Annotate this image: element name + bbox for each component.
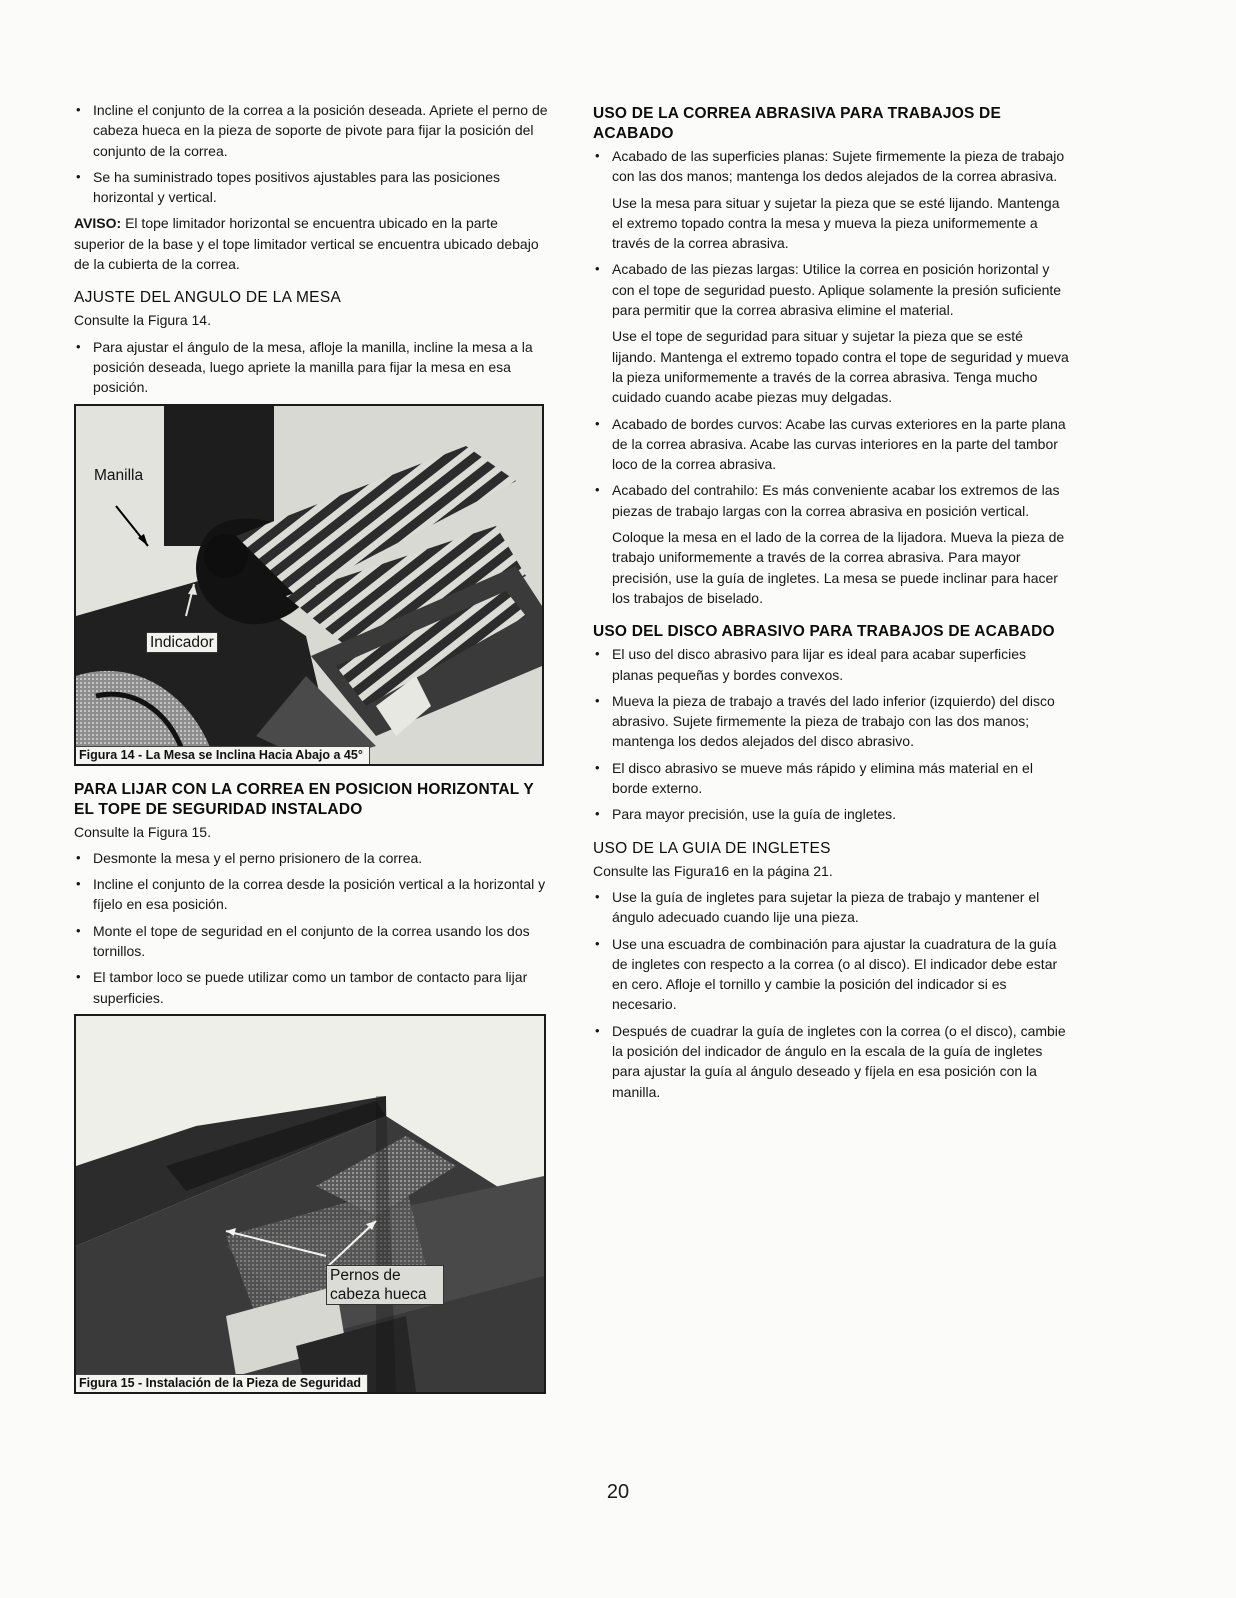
list-item: • Use la guía de ingletes para sujetar la pieza de trabajo y mantener el ángulo adecuado cuando lije una pieza. xyxy=(593,887,1071,928)
list-item: • Use una escuadra de combinación para ajustar la cuadratura de la guía de ingletes con respecto a la correa (o al disco). El indicador debe estar en cero. Afloje el tornillo y cambie la posición del indicador si es necesario. xyxy=(593,934,1071,1015)
list-item: • Mueva la pieza de trabajo a través del lado inferior (izquierdo) del disco abrasivo. Sujete firmemente la pieza de trabajo con las dos manos; mantenga los dedos alejados del disco abrasivo. xyxy=(593,691,1071,752)
notice-text: El tope limitador horizontal se encuentra ubicado en la parte superior de la base y el tope limitador vertical se encuentra ubicado debajo de la cubierta de la correa. xyxy=(74,215,539,273)
intro-list xyxy=(74,100,548,207)
horizontal-sanding-list xyxy=(74,848,548,1008)
list-item: • Se ha suministrado topes positivos ajustables para las posiciones horizontal y vertical. xyxy=(74,167,548,208)
list-item-detail: Use el tope de seguridad para situar y sujetar la pieza que se esté lijando. Mantenga el extremo topado contra el tope de seguridad y mueva la pieza uniformemente a través de la correa abrasiva. Tenga mucho cuidado cuando acabe piezas muy delgadas. xyxy=(612,328,1069,406)
table-angle-list xyxy=(74,337,548,398)
list-item: • Acabado de las piezas largas: Utilice la correa en posición horizontal y con el tope de seguridad puesto. Aplique solamente la presión suficiente para permitir que la correa abrasiva elimine el material. xyxy=(593,259,1071,320)
left-column xyxy=(74,100,548,1408)
list-item: • Acabado de las superficies planas: Sujete firmemente la pieza de trabajo con las dos manos; mantenga los dedos alejados de la correa abrasiva. xyxy=(593,146,1071,187)
figure-reference: Consulte la Figura 14. xyxy=(74,312,211,329)
section-heading-horizontal-sanding: PARA LIJAR CON LA CORREA EN POSICION HORIZONTAL Y EL TOPE DE SEGURIDAD INSTALADO xyxy=(74,780,534,818)
section-heading-table-angle: AJUSTE DEL ANGULO DE LA MESA xyxy=(74,289,342,307)
list-item: • Para ajustar el ángulo de la mesa, afloje la manilla, incline la mesa a la posición deseada, luego apriete la manilla para fijar la mesa en esa posición. xyxy=(74,337,548,398)
list-item: • Después de cuadrar la guía de ingletes con la correa (o el disco), cambie la posición del indicador de ángulo en la escala de la guía de ingletes para ajustar la guía al ángulo deseado y fíjela en esa posición con la manilla. xyxy=(593,1021,1071,1102)
figure-reference: Consulte las Figura16 en la página 21. xyxy=(593,862,833,879)
label-indicator: Indicador xyxy=(146,632,218,653)
list-item-detail: Coloque la mesa en el lado de la correa de la lijadora. Mueva la pieza de trabajo uniformemente a través de la correa abrasiva. Para mayor precisión, use la guía de ingletes. La mesa se puede inclinar para hacer los trabajos de biselado. xyxy=(612,529,1065,606)
list-item: • El uso del disco abrasivo para lijar es ideal para acabar superficies planas pequeñas y bordes convexos. xyxy=(593,644,1071,685)
belt-finishing-list xyxy=(593,146,1071,187)
figure-14 xyxy=(74,404,544,766)
list-item: • El tambor loco se puede utilizar como un tambor de contacto para lijar superficies. xyxy=(74,967,548,1008)
right-column xyxy=(593,100,1071,1108)
figure-14-caption: Figura 14 - La Mesa se Inclina Hacia Abajo a 45° xyxy=(76,746,370,764)
label-socket-head-bolts: Pernos de cabeza hueca xyxy=(326,1265,444,1305)
miter-gauge-list xyxy=(593,887,1071,1102)
figure-15-caption: Figura 15 - Instalación de la Pieza de Seguridad xyxy=(76,1374,368,1392)
list-item: • Acabado del contrahilo: Es más conveniente acabar los extremos de las piezas de trabajo largas con la correa abrasiva en posición vertical. xyxy=(593,480,1071,521)
list-item: • Incline el conjunto de la correa a la posición deseada. Apriete el perno de cabeza hueca en la pieza de soporte de pivote para fijar la posición del conjunto de la correa. xyxy=(74,100,548,161)
belt-finishing-list-2 xyxy=(593,259,1071,320)
notice xyxy=(74,213,548,274)
section-heading-belt-finishing: USO DE LA CORREA ABRASIVA PARA TRABAJOS DE ACABADO xyxy=(593,105,1001,142)
disc-finishing-list xyxy=(593,644,1071,824)
belt-finishing-list-3 xyxy=(593,414,1071,521)
list-item: • Acabado de bordes curvos: Acabe las curvas exteriores en la parte plana de la correa abrasiva. Acabe las curvas interiores en la parte del tambor loco de la correa abrasiva. xyxy=(593,414,1071,475)
page-number: 20 xyxy=(606,1481,630,1503)
figure-14-photo xyxy=(76,406,542,764)
section-heading-miter-gauge: USO DE LA GUIA DE INGLETES xyxy=(593,839,831,857)
list-item: • El disco abrasivo se mueve más rápido y elimina más material en el borde externo. xyxy=(593,758,1071,799)
list-item: • Monte el tope de seguridad en el conjunto de la correa usando los dos tornillos. xyxy=(74,921,548,962)
figure-reference: Consulte la Figura 15. xyxy=(74,823,211,840)
list-item: • Incline el conjunto de la correa desde la posición vertical a la horizontal y fíjelo en esa posición. xyxy=(74,874,548,915)
label-handle: Manilla xyxy=(94,466,144,484)
section-heading-disc-finishing: USO DEL DISCO ABRASIVO PARA TRABAJOS DE ACABADO xyxy=(593,623,1055,641)
figure-15 xyxy=(74,1014,546,1394)
list-item: • Desmonte la mesa y el perno prisionero de la correa. xyxy=(74,848,548,868)
list-item-detail: Use la mesa para situar y sujetar la pieza que se esté lijando. Mantenga el extremo topado contra la mesa y mueva la pieza uniformemente a través de la correa abrasiva. xyxy=(612,194,1060,252)
figure-15-photo xyxy=(76,1016,544,1392)
notice-label: AVISO: xyxy=(74,215,122,232)
list-item: • Para mayor precisión, use la guía de ingletes. xyxy=(593,804,1071,824)
